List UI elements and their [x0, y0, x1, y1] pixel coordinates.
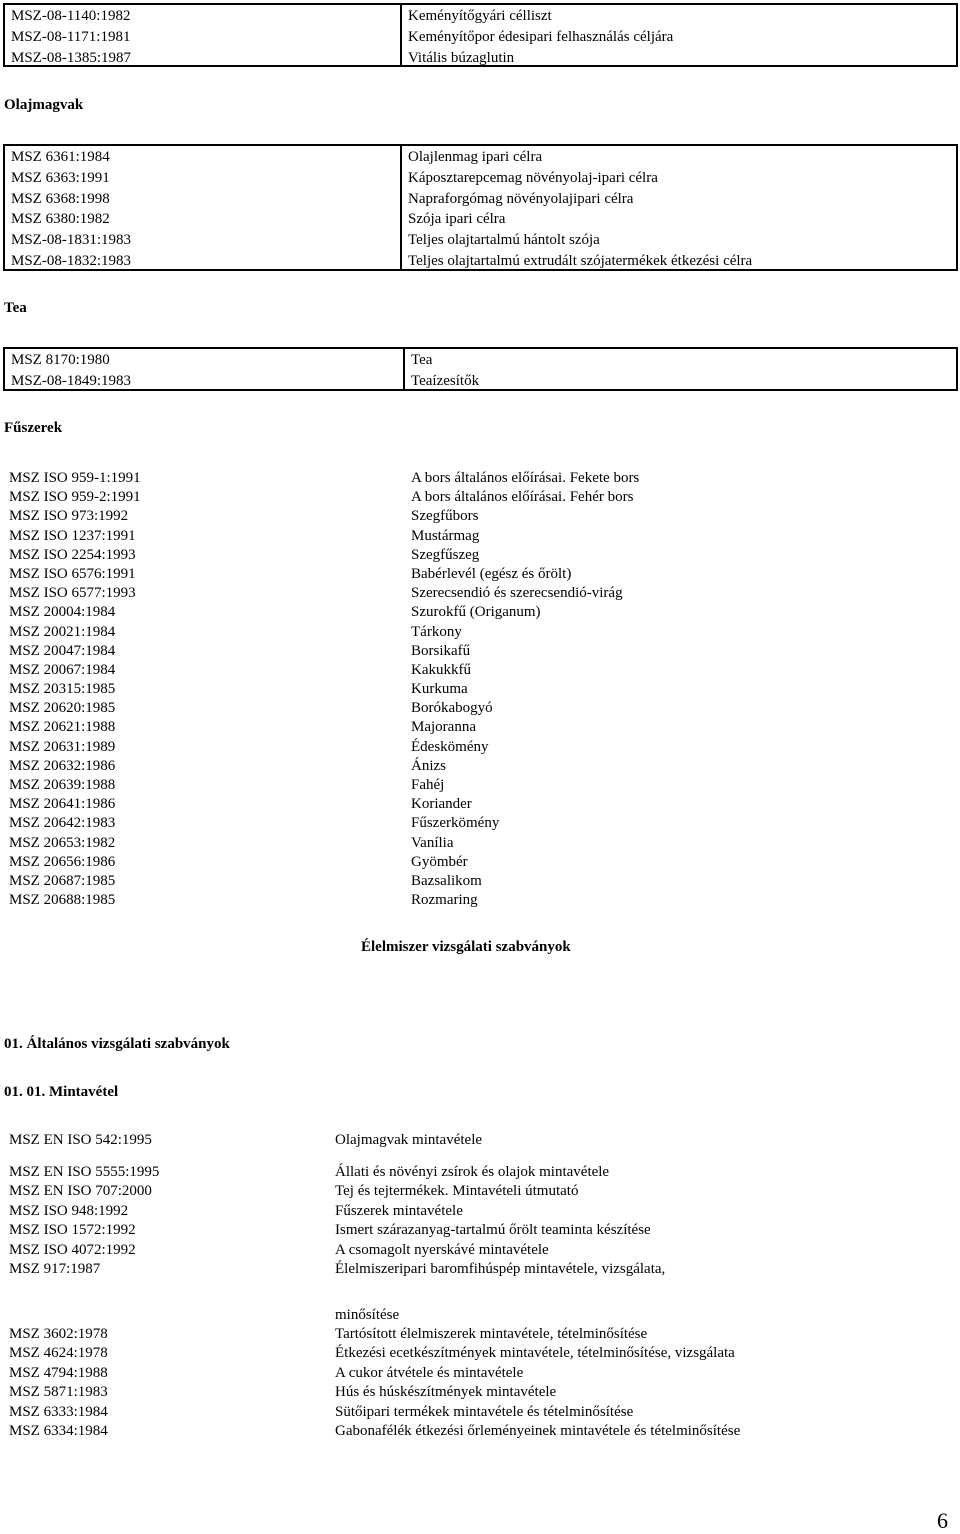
- standard-code: MSZ 4624:1978: [9, 1345, 108, 1362]
- standard-name: Teaízesítők: [411, 372, 480, 389]
- standard-code: MSZ 3602:1978: [9, 1326, 108, 1342]
- standard-name: Vanília: [411, 834, 454, 851]
- table-divider: [403, 349, 405, 389]
- standard-code: MSZ-08-1849:1983: [11, 372, 131, 389]
- standard-code: MSZ 6363:1991: [11, 169, 110, 186]
- mintavetel-group3-names: [335, 1325, 740, 1441]
- standard-name: Tej és tejtermékek. Mintavételi útmutató: [335, 1183, 579, 1200]
- codes-column: [11, 350, 131, 392]
- standard-name: Kakukkfű: [411, 661, 471, 678]
- standard-code: MSZ ISO 6577:1993: [9, 585, 136, 602]
- standard-name: Tartósított élelmiszerek mintavétele, tételminősítése: [335, 1326, 648, 1342]
- standard-name: Bazsalikom: [411, 872, 482, 889]
- table-divider: [400, 5, 402, 65]
- standard-code: MSZ ISO 1572:1992: [9, 1222, 136, 1239]
- mintavetel-group1-names: [335, 1131, 482, 1150]
- standard-name: Állati és növényi zsírok és olajok mintavétele: [335, 1164, 610, 1180]
- standard-code: MSZ 8170:1980: [11, 352, 110, 368]
- codes-column: [11, 147, 131, 272]
- standard-name: Gyömbér: [411, 853, 468, 870]
- standard-name: Fahéj: [411, 777, 445, 793]
- standard-code: MSZ-08-1171:1981: [11, 28, 131, 45]
- standard-code: MSZ 20315:1985: [9, 681, 116, 698]
- standard-name: Olajlenmag ipari célra: [408, 149, 543, 165]
- section-heading-fuszerek: Fűszerek: [4, 420, 63, 436]
- standard-code: MSZ-08-1385:1987: [11, 49, 131, 66]
- standard-code: MSZ 20047:1984: [9, 642, 116, 659]
- standard-code: MSZ-08-1140:1982: [11, 8, 131, 24]
- standard-code: MSZ 20631:1989: [9, 738, 116, 755]
- names-column: [411, 350, 479, 392]
- standard-code: MSZ-08-1832:1983: [11, 252, 131, 269]
- section-heading-olajmagvak: Olajmagvak: [4, 97, 84, 113]
- mintavetel-group2-codes: [9, 1163, 159, 1279]
- standard-name: Ánizs: [411, 757, 446, 774]
- standard-code: MSZ 20653:1982: [9, 834, 116, 851]
- mintavetel-group1-codes: [9, 1131, 152, 1150]
- standard-code: MSZ ISO 948:1992: [9, 1202, 129, 1219]
- olajmagvak-table: [3, 144, 958, 271]
- fuszerek-names-list: [411, 469, 639, 910]
- section-heading-tea: Tea: [4, 300, 27, 316]
- standard-code: MSZ 20687:1985: [9, 872, 116, 889]
- standard-code: MSZ ISO 959-2:1991: [9, 489, 141, 506]
- standard-code: MSZ 917:1987: [9, 1260, 101, 1277]
- fuszerek-codes-list: [9, 469, 141, 910]
- standard-name: A bors általános előírásai. Fekete bors: [411, 470, 640, 486]
- standard-code: MSZ ISO 4072:1992: [9, 1241, 136, 1258]
- section-heading-0101: 01. 01. Mintavétel: [4, 1084, 119, 1100]
- standard-code: MSZ 6368:1998: [11, 190, 110, 207]
- continuation-text: [335, 1306, 399, 1325]
- standard-name: Teljes olajtartalmú hántolt szója: [408, 232, 600, 249]
- standard-name: A csomagolt nyerskávé mintavétele: [335, 1241, 549, 1258]
- standard-code: MSZ EN ISO 5555:1995: [9, 1164, 160, 1180]
- standard-name: Szerecsendió és szerecsendió-virág: [411, 585, 623, 602]
- top-standards-table: [3, 3, 958, 67]
- standard-name: Kurkuma: [411, 681, 468, 698]
- standard-name: Babérlevél (egész és őrölt): [411, 565, 572, 582]
- standard-code: MSZ 20620:1985: [9, 700, 116, 717]
- standard-code: MSZ 20021:1984: [9, 623, 116, 640]
- standard-name: Élelmiszeripari baromfihúspép mintavétele, vizsgálata,: [335, 1260, 666, 1277]
- standard-code: MSZ 20621:1988: [9, 719, 116, 736]
- standard-name: Fűszerek mintavétele: [335, 1202, 463, 1219]
- standard-name: Káposztarepcemag növényolaj-ipari célra: [408, 169, 658, 186]
- standard-code: MSZ 5871:1983: [9, 1384, 108, 1401]
- standard-name: Tárkony: [411, 623, 462, 640]
- standard-name: Sütőipari termékek mintavétele és tételminősítése: [335, 1403, 634, 1420]
- standard-code: MSZ ISO 1237:1991: [9, 527, 136, 544]
- standard-code: MSZ 20639:1988: [9, 777, 116, 793]
- standard-name: Édeskömény: [411, 738, 489, 755]
- standard-code: MSZ ISO 6576:1991: [9, 565, 136, 582]
- standard-name: Olajmagvak mintavétele: [335, 1132, 483, 1148]
- standard-code: MSZ EN ISO 707:2000: [9, 1183, 152, 1200]
- standard-name: Ismert szárazanyag-tartalmú őrölt teaminta készítése: [335, 1222, 651, 1239]
- standard-name: Hús és húskészítmények mintavétele: [335, 1384, 557, 1401]
- standard-code: MSZ-08-1831:1983: [11, 232, 131, 249]
- standard-name: Szurokfű (Origanum): [411, 604, 541, 621]
- codes-column: [11, 6, 131, 68]
- names-column: [408, 6, 673, 68]
- standard-code: MSZ 20642:1983: [9, 815, 116, 832]
- standard-name: Szegfűbors: [411, 508, 479, 525]
- standard-name: Szója ipari célra: [408, 211, 506, 228]
- main-title: Élelmiszer vizsgálati szabványok: [361, 939, 571, 955]
- standard-name: Gabonafélék étkezési őrleményeinek mintavétele és tételminősítése: [335, 1422, 741, 1439]
- standard-name-continuation: minősítése: [335, 1307, 400, 1323]
- standard-code: MSZ 20067:1984: [9, 661, 116, 678]
- standard-code: MSZ EN ISO 542:1995: [9, 1132, 152, 1148]
- table-divider: [400, 146, 402, 269]
- standard-code: MSZ 20688:1985: [9, 892, 116, 909]
- standard-name: Napraforgómag növényolajipari célra: [408, 190, 634, 207]
- tea-table: [3, 347, 958, 391]
- standard-name: Fűszerkömény: [411, 815, 500, 832]
- standard-code: MSZ 20004:1984: [9, 604, 116, 621]
- standard-name: Keményítőgyári célliszt: [408, 8, 552, 24]
- standard-code: MSZ 6334:1984: [9, 1422, 108, 1439]
- standard-code: MSZ 6361:1984: [11, 149, 110, 165]
- standard-code: MSZ 6333:1984: [9, 1403, 108, 1420]
- standard-name: Koriander: [411, 796, 472, 813]
- standard-name: Teljes olajtartalmú extrudált szójatermékek étkezési célra: [408, 252, 753, 269]
- standard-name: Mustármag: [411, 527, 480, 544]
- standard-name: Szegfűszeg: [411, 546, 480, 563]
- standard-name: Vitális búzaglutin: [408, 49, 515, 66]
- standard-name: A cukor átvétele és mintavétele: [335, 1364, 524, 1381]
- standard-code: MSZ ISO 2254:1993: [9, 546, 136, 563]
- standard-name: Borsikafű: [411, 642, 471, 659]
- standard-code: MSZ ISO 959-1:1991: [9, 470, 141, 486]
- standard-name: Borókabogyó: [411, 700, 493, 717]
- standard-name: Étkezési ecetkészítmények mintavétele, tételminősítése, vizsgálata: [335, 1345, 735, 1362]
- mintavetel-group2-names: [335, 1163, 665, 1279]
- standard-code: MSZ 20641:1986: [9, 796, 116, 813]
- standard-code: MSZ ISO 973:1992: [9, 508, 129, 525]
- page-number: 6: [937, 1508, 948, 1533]
- standard-code: MSZ 4794:1988: [9, 1364, 108, 1381]
- standard-name: Majoranna: [411, 719, 476, 736]
- standard-name: Rozmaring: [411, 892, 478, 909]
- standard-name: A bors általános előírásai. Fehér bors: [411, 489, 634, 506]
- standard-code: MSZ 6380:1982: [11, 211, 110, 228]
- standard-code: MSZ 20632:1986: [9, 757, 116, 774]
- mintavetel-group3-codes: [9, 1325, 108, 1441]
- section-heading-01: 01. Általános vizsgálati szabványok: [4, 1036, 230, 1052]
- standard-name: Tea: [411, 352, 433, 368]
- standard-name: Keményítőpor édesipari felhasználás céljára: [408, 28, 674, 45]
- names-column: [408, 147, 752, 272]
- standard-code: MSZ 20656:1986: [9, 853, 116, 870]
